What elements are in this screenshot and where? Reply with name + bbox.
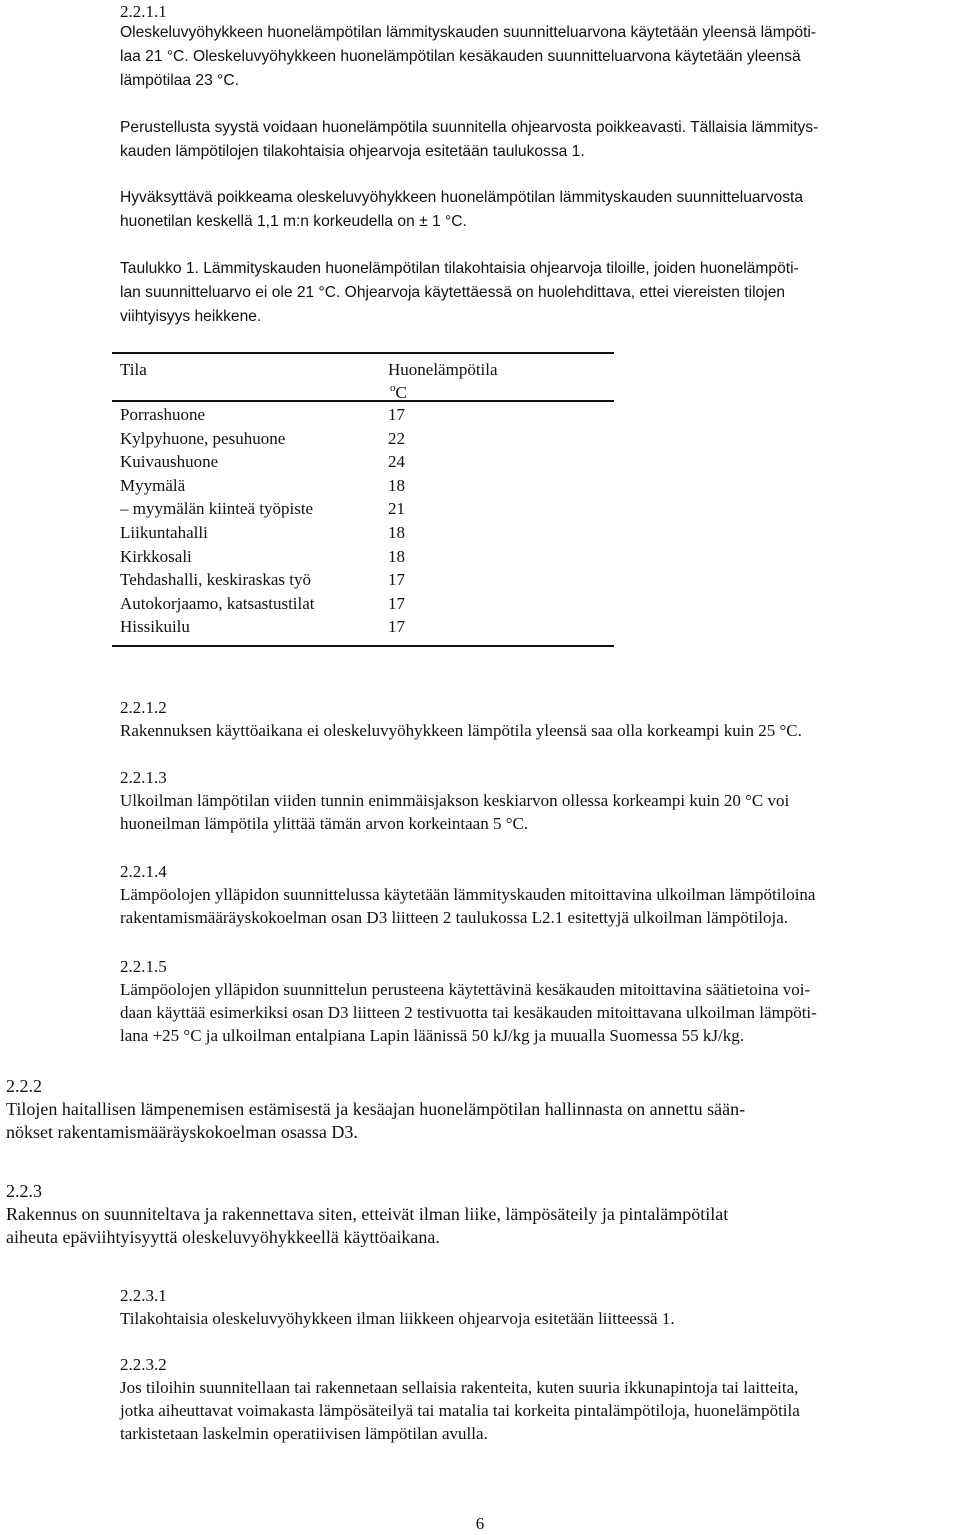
cell-tila: Myymälä xyxy=(120,475,186,495)
text-line: rakentamismääräyskokoelman osan D3 liitteen 2 taulukossa L2.1 esitettyjä ulkoilman lämpötiloja. xyxy=(120,908,789,927)
table-row xyxy=(112,497,614,521)
cell-temp: 18 xyxy=(388,475,405,495)
cell-tila: Autokorjaamo, katsastustilat xyxy=(120,593,315,613)
section-number: 2.2.1.3 xyxy=(120,768,167,787)
cell-tila: Hissikuilu xyxy=(120,617,190,637)
section-2-2-1-3 xyxy=(120,766,789,835)
cell-temp: 17 xyxy=(388,570,405,590)
paragraph xyxy=(120,116,818,164)
text-line: nökset rakentamismääräyskokoelman osassa D3. xyxy=(6,1122,358,1142)
table-row xyxy=(112,592,614,616)
column-header-unit xyxy=(390,381,407,404)
text-line: Lämpöolojen ylläpidon suunnittelussa käytetään lämmityskauden mitoittavina ulkoilman lämpötiloina xyxy=(120,885,816,904)
cell-temp: 24 xyxy=(388,452,405,472)
text-line: tarkistetaan laskelmin operatiivisen lämpötilan avulla. xyxy=(120,1424,488,1443)
cell-tila: Kirkkosali xyxy=(120,546,192,566)
cell-temp: 17 xyxy=(388,617,405,637)
section-number: 2.2.3 xyxy=(6,1181,42,1201)
page-number: 6 xyxy=(475,1514,485,1533)
section-number: 2.2.2 xyxy=(6,1076,42,1096)
text-line: Taulukko 1. Lämmityskauden huonelämpötilan tilakohtaisia ohjearvoja tiloille, joiden huonelämpöti- xyxy=(120,260,799,277)
cell-temp: 18 xyxy=(388,546,405,566)
text-line: huoneilman lämpötila ylittää tämän arvon korkeintaan 5 °C. xyxy=(120,814,529,833)
section-number: 2.2.1.2 xyxy=(120,698,167,717)
text-line: daan käyttää esimerkiksi osan D3 liitteen 2 testivuotta tai kesäkauden mitoittavana ulkoilman lämpöti- xyxy=(120,1003,817,1022)
table-row xyxy=(112,568,614,592)
text-line: huonetilan keskellä 1,1 m:n korkeudella on ± 1 °C. xyxy=(120,213,467,230)
section-number: 2.2.1.1 xyxy=(120,2,167,21)
text-line: Tilojen haitallisen lämpenemisen estämisestä ja kesäajan huonelämpötilan hallinnasta on annettu sään- xyxy=(6,1099,746,1119)
unit-letter: C xyxy=(395,383,407,402)
paragraph xyxy=(120,186,803,234)
table-row xyxy=(112,545,614,569)
table-row xyxy=(112,615,614,639)
cell-tila: Liikuntahalli xyxy=(120,522,208,542)
text-line: aiheuta epäviihtyisyyttä oleskeluvyöhykkeellä käyttöaikana. xyxy=(6,1227,440,1247)
text-line: Jos tiloihin suunnitellaan tai rakennetaan sellaisia rakenteita, kuten suuria ikkunapintoja tai laitteita, xyxy=(120,1378,799,1397)
text-line: Hyväksyttävä poikkeama oleskeluvyöhykkeen huonelämpötilan lämmityskauden suunnitteluarvosta xyxy=(120,189,804,206)
section-2-2-1-5 xyxy=(120,955,817,1047)
text-line: Lämpöolojen ylläpidon suunnittelun perusteena käytettävinä kesäkauden mitoittavina säätietoina voi- xyxy=(120,980,811,999)
cell-temp: 17 xyxy=(388,593,405,613)
cell-tila: Porrashuone xyxy=(120,405,205,424)
text-line: Oleskeluvyöhykkeen huonelämpötilan lämmityskauden suunnitteluarvona käytetään yleensä lämpöti- xyxy=(120,24,817,41)
section-2-2-1-4 xyxy=(120,860,815,929)
column-header-tila: Tila xyxy=(120,360,147,379)
text-line: lana +25 °C ja ulkoilman entalpiana Lapin läänissä 50 kJ/kg ja muualla Suomessa 55 kJ/kg. xyxy=(120,1026,745,1045)
text-line: lan suunnitteluarvo ei ole 21 °C. Ohjearvoja käytettäessä on huolehdittava, ettei viereisten tilojen xyxy=(120,284,786,301)
temperature-table xyxy=(112,352,614,647)
table-header xyxy=(112,354,614,400)
degree-mark: o xyxy=(390,382,396,394)
table-row xyxy=(112,521,614,545)
text-line: lämpötilaa 23 °C. xyxy=(120,72,239,89)
table-row xyxy=(112,474,614,498)
section-number: 2.2.3.2 xyxy=(120,1355,167,1374)
text-line: Tilakohtaisia oleskeluvyöhykkeen ilman liikkeen ohjearvoja esitetään liitteessä 1. xyxy=(120,1309,675,1328)
table-body xyxy=(112,402,614,645)
cell-tila: Kuivaushuone xyxy=(120,452,219,472)
section-2-2-3 xyxy=(6,1180,728,1249)
section-2-2-3-2 xyxy=(120,1353,800,1445)
text-line: kauden lämpötilojen tilakohtaisia ohjearvoja esitetään taulukossa 1. xyxy=(120,143,585,160)
cell-temp: 17 xyxy=(388,405,405,424)
table-row xyxy=(112,450,614,474)
section-2-2-2 xyxy=(6,1075,745,1144)
text-line: Perustellusta syystä voidaan huonelämpötila suunnitella ohjearvosta poikkeavasti. Tällaisia lämmitys- xyxy=(120,119,819,136)
cell-tila: – myymälän kiinteä työpiste xyxy=(120,499,314,519)
text-line: viihtyisyys heikkene. xyxy=(120,308,262,325)
cell-temp: 22 xyxy=(388,428,405,448)
section-number: 2.2.1.4 xyxy=(120,862,167,881)
text-line: Rakennus on suunniteltava ja rakennettava siten, etteivät ilman liike, lämpösäteily ja pintalämpötilat xyxy=(6,1204,729,1224)
table-row xyxy=(112,403,614,427)
column-header-temperature: Huonelämpötila xyxy=(388,360,498,379)
cell-tila: Tehdashalli, keskiraskas työ xyxy=(120,570,311,590)
paragraph xyxy=(120,21,816,93)
text-line: laa 21 °C. Oleskeluvyöhykkeen huonelämpötilan kesäkauden suunnitteluarvona käytetään yleensä xyxy=(120,48,801,65)
section-2-2-3-1 xyxy=(120,1284,675,1330)
text-line: jotka aiheuttavat voimakasta lämpösäteilyä tai matalia tai korkeita pintalämpötiloja, huonelämpötila xyxy=(120,1401,800,1420)
section-number: 2.2.1.5 xyxy=(120,957,167,976)
cell-temp: 21 xyxy=(388,499,405,519)
section-2-2-1-2 xyxy=(120,696,802,742)
table-bottom-rule xyxy=(112,645,614,647)
text-line: Ulkoilman lämpötilan viiden tunnin enimmäisjakson keskiarvon ollessa korkeampi kuin 20 °C voi xyxy=(120,791,790,810)
cell-tila: Kylpyhuone, pesuhuone xyxy=(120,428,286,448)
text-line: Rakennuksen käyttöaikana ei oleskeluvyöhykkeen lämpötila yleensä saa olla korkeampi kuin 25 °C. xyxy=(120,721,802,740)
section-number: 2.2.3.1 xyxy=(120,1286,167,1305)
table-row xyxy=(112,427,614,451)
table-caption xyxy=(120,257,799,329)
cell-temp: 18 xyxy=(388,522,405,542)
